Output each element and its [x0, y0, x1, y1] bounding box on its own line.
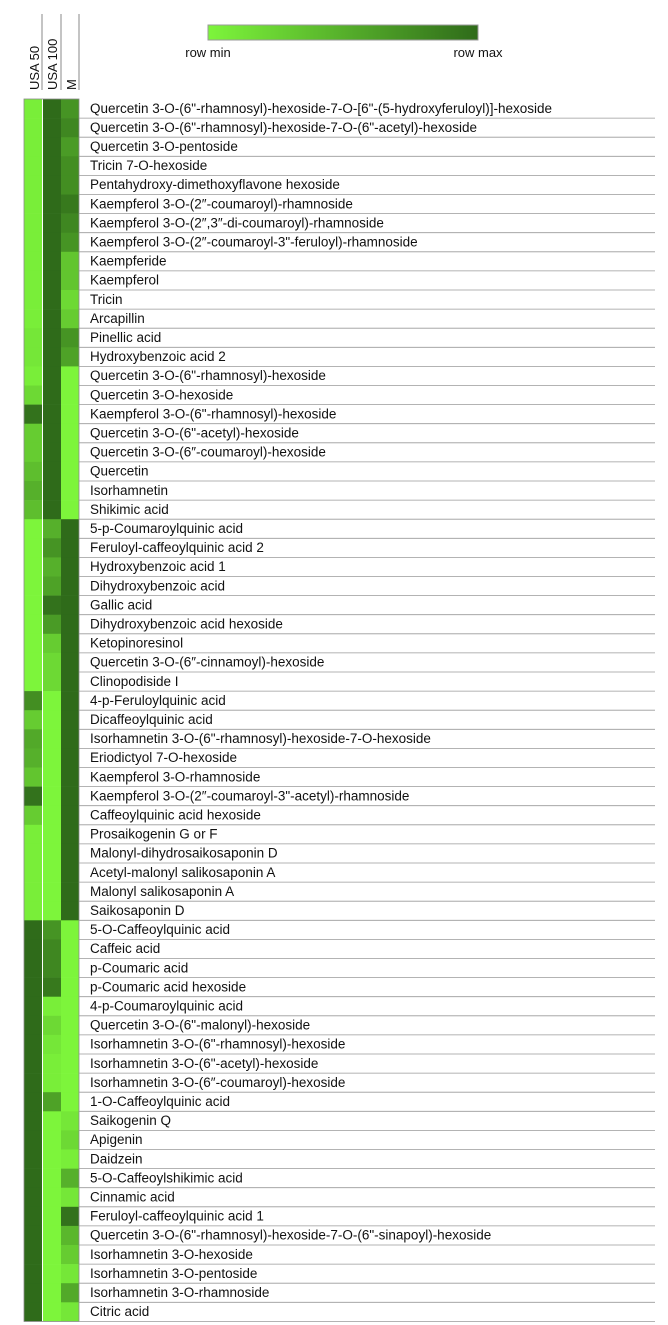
heatmap-cell — [24, 118, 42, 137]
row-label: Kaempferol 3-O-(6"-rhamnosyl)-hexoside — [90, 406, 337, 422]
row-label: Clinopodiside I — [90, 673, 179, 689]
heatmap-cell — [43, 175, 61, 194]
heatmap-cell — [24, 863, 42, 882]
heatmap-cell — [24, 691, 42, 710]
heatmap-cell — [61, 844, 79, 863]
heatmap-cell — [61, 1073, 79, 1092]
row-label: Daidzein — [90, 1151, 143, 1167]
heatmap-cell — [24, 577, 42, 596]
heatmap-cell — [61, 290, 79, 309]
heatmap-cell — [43, 806, 61, 825]
heatmap-cell — [43, 939, 61, 958]
heatmap-cell — [24, 882, 42, 901]
heatmap-cell — [61, 538, 79, 557]
heatmap-cell — [24, 557, 42, 576]
heatmap-cell — [43, 1302, 61, 1321]
heatmap-cell — [61, 1092, 79, 1111]
row-label: Gallic acid — [90, 597, 153, 613]
heatmap-cell — [43, 1130, 61, 1149]
heatmap-cell — [43, 309, 61, 328]
row-label: Kaempferol 3-O-(2″-coumaroyl)-rhamnoside — [90, 196, 353, 212]
row-label: Quercetin 3-O-pentoside — [90, 138, 238, 154]
heatmap-cell — [61, 175, 79, 194]
row-label: Isorhamnetin 3-O-pentoside — [90, 1265, 258, 1281]
heatmap-cell — [43, 825, 61, 844]
heatmap-cell — [61, 271, 79, 290]
row-label: Quercetin 3-O-(6"-malonyl)-hexoside — [90, 1017, 311, 1033]
heatmap-cell — [24, 500, 42, 519]
heatmap-cell — [24, 672, 42, 691]
heatmap-cell — [61, 347, 79, 366]
heatmap-cell — [61, 1111, 79, 1130]
heatmap-cell — [24, 1245, 42, 1264]
heatmap-cell — [24, 901, 42, 920]
heatmap-cell — [61, 462, 79, 481]
heatmap-cell — [61, 882, 79, 901]
row-label: Kaempferol — [90, 272, 160, 288]
heatmap-cell — [43, 519, 61, 538]
heatmap-cell — [61, 901, 79, 920]
heatmap-cell — [24, 1207, 42, 1226]
heatmap-cell — [61, 252, 79, 271]
heatmap-cell — [24, 443, 42, 462]
heatmap-cell — [61, 366, 79, 385]
heatmap-cell — [43, 901, 61, 920]
row-label: Citric acid — [90, 1304, 150, 1320]
heatmap-cell — [24, 405, 42, 424]
heatmap-cell — [61, 1169, 79, 1188]
heatmap-cell — [24, 309, 42, 328]
heatmap-cell — [24, 825, 42, 844]
row-label: 5-p-Coumaroylquinic acid — [90, 520, 244, 536]
row-label: Saikogenin Q — [90, 1113, 172, 1129]
heatmap-cell — [24, 137, 42, 156]
heatmap-cell — [43, 462, 61, 481]
row-label: 4-p-Feruloylquinic acid — [90, 692, 226, 708]
heatmap-cell — [61, 519, 79, 538]
heatmap-cell — [43, 748, 61, 767]
heatmap-cell — [61, 195, 79, 214]
heatmap-cell — [43, 557, 61, 576]
row-label: 5-O-Caffeoylshikimic acid — [90, 1170, 243, 1186]
heatmap-cell — [61, 481, 79, 500]
row-label: Ketopinoresinol — [90, 635, 184, 651]
row-label: Hydroxybenzoic acid 1 — [90, 559, 226, 575]
heatmap-cell — [24, 271, 42, 290]
heatmap-cell — [43, 214, 61, 233]
row-label: Isorhamnetin 3-O-hexoside — [90, 1246, 253, 1262]
heatmap-cell — [61, 328, 79, 347]
color-legend — [185, 25, 503, 60]
heatmap-cell — [43, 615, 61, 634]
heatmap-cells — [24, 99, 79, 1322]
heatmap-cell — [24, 768, 42, 787]
heatmap-cell — [43, 424, 61, 443]
heatmap-cell — [61, 118, 79, 137]
row-label: Quercetin 3-O-(6″-cinnamoyl)-hexoside — [90, 654, 325, 670]
row-label: Dihydroxybenzoic acid hexoside — [90, 616, 283, 632]
heatmap-cell — [24, 366, 42, 385]
heatmap-cell — [24, 615, 42, 634]
heatmap-cell — [24, 462, 42, 481]
heatmap-cell — [61, 1054, 79, 1073]
heatmap-cell — [24, 939, 42, 958]
heatmap-cell — [24, 156, 42, 175]
row-label: p-Coumaric acid hexoside — [90, 979, 247, 995]
heatmap-cell — [61, 1245, 79, 1264]
heatmap-cell — [43, 672, 61, 691]
heatmap-cell — [61, 997, 79, 1016]
row-label: Quercetin 3-O-(6″-coumaroyl)-hexoside — [90, 444, 326, 460]
heatmap-cell — [43, 347, 61, 366]
row-label: Caffeic acid — [90, 941, 161, 957]
row-label: Dicaffeoylquinic acid — [90, 711, 213, 727]
heatmap-cell — [43, 1188, 61, 1207]
heatmap-cell — [43, 844, 61, 863]
heatmap-cell — [24, 1092, 42, 1111]
heatmap-cell — [24, 1130, 42, 1149]
heatmap-cell — [43, 959, 61, 978]
row-label: Eriodictyol 7-O-hexoside — [90, 750, 238, 766]
heatmap-cell — [43, 978, 61, 997]
heatmap-cell — [43, 1226, 61, 1245]
heatmap-cell — [24, 347, 42, 366]
legend-gradient-bar — [208, 25, 478, 40]
row-label: Arcapillin — [90, 310, 145, 326]
column-header-m: M — [64, 79, 79, 90]
row-label: Pinellic acid — [90, 329, 162, 345]
heatmap-cell — [43, 653, 61, 672]
heatmap-cell — [24, 195, 42, 214]
row-label: Quercetin 3-O-(6"-rhamnosyl)-hexoside-7-O-[6"-(5-hydroxyferuloyl)]-hexoside — [90, 100, 552, 116]
heatmap-cell — [24, 1035, 42, 1054]
heatmap-cell — [24, 806, 42, 825]
heatmap-cell — [61, 691, 79, 710]
row-label: Acetyl-malonyl salikosaponin A — [90, 864, 276, 880]
heatmap-cell — [43, 1035, 61, 1054]
heatmap-cell — [24, 1073, 42, 1092]
heatmap-cell — [43, 863, 61, 882]
column-header-usa-50: USA 50 — [27, 45, 42, 90]
heatmap-cell — [43, 1073, 61, 1092]
heatmap-cell — [61, 405, 79, 424]
row-label: Feruloyl-caffeoylquinic acid 1 — [90, 1208, 264, 1224]
heatmap-cell — [43, 577, 61, 596]
heatmap-cell — [61, 99, 79, 118]
heatmap-cell — [61, 787, 79, 806]
row-label: 5-O-Caffeoylquinic acid — [90, 922, 231, 938]
heatmap-cell — [43, 691, 61, 710]
heatmap-cell — [61, 1226, 79, 1245]
heatmap-cell — [61, 806, 79, 825]
heatmap-cell — [43, 729, 61, 748]
heatmap-cell — [61, 729, 79, 748]
heatmap-cell — [43, 997, 61, 1016]
heatmap-cell — [43, 156, 61, 175]
heatmap-cell — [43, 252, 61, 271]
heatmap-cell — [61, 1150, 79, 1169]
heatmap-cell — [43, 1054, 61, 1073]
heatmap-cell — [43, 1264, 61, 1283]
heatmap-cell — [24, 748, 42, 767]
row-label: Quercetin 3-O-(6"-rhamnosyl)-hexoside-7-O-(6"-sinapoyl)-hexoside — [90, 1227, 492, 1243]
row-label: Quercetin 3-O-hexoside — [90, 387, 234, 403]
heatmap-cell — [61, 920, 79, 939]
heatmap-cell — [24, 214, 42, 233]
heatmap-cell — [43, 1245, 61, 1264]
heatmap-cell — [43, 1283, 61, 1302]
heatmap-cell — [24, 1226, 42, 1245]
heatmap-cell — [61, 1188, 79, 1207]
heatmap-cell — [61, 214, 79, 233]
heatmap-cell — [43, 233, 61, 252]
row-label: Dihydroxybenzoic acid — [90, 578, 226, 594]
heatmap-cell — [24, 978, 42, 997]
heatmap-cell — [61, 939, 79, 958]
row-label: Isorhamnetin 3-O-(6"-rhamnosyl)-hexoside — [90, 1036, 346, 1052]
legend-max-label: row max — [453, 45, 503, 60]
row-label: Quercetin 3-O-(6"-rhamnosyl)-hexoside-7-O-(6"-acetyl)-hexoside — [90, 119, 477, 135]
row-label: 1-O-Caffeoylquinic acid — [90, 1093, 231, 1109]
row-label: Apigenin — [90, 1132, 143, 1148]
heatmap-cell — [43, 195, 61, 214]
row-label: Cinnamic acid — [90, 1189, 175, 1205]
heatmap-cell — [24, 233, 42, 252]
heatmap-cell — [43, 328, 61, 347]
heatmap-cell — [43, 538, 61, 557]
heatmap-cell — [24, 99, 42, 118]
heatmap-cell — [43, 1207, 61, 1226]
heatmap-cell — [24, 1111, 42, 1130]
row-label: Tricin 7-O-hexoside — [90, 158, 208, 174]
heatmap-cell — [24, 328, 42, 347]
heatmap-cell — [43, 787, 61, 806]
heatmap-cell — [61, 710, 79, 729]
row-label: Isorhamnetin 3-O-(6"-rhamnosyl)-hexoside-7-O-hexoside — [90, 731, 431, 747]
heatmap-cell — [61, 1035, 79, 1054]
heatmap-cell — [43, 271, 61, 290]
row-label: Quercetin — [90, 463, 149, 479]
heatmap-cell — [43, 920, 61, 939]
heatmap-cell — [24, 1150, 42, 1169]
heatmap-cell — [24, 290, 42, 309]
legend-min-label: row min — [185, 45, 231, 60]
heatmap-cell — [24, 386, 42, 405]
heatmap-cell — [43, 481, 61, 500]
heatmap-cell — [24, 959, 42, 978]
heatmap-cell — [43, 443, 61, 462]
heatmap-cell — [24, 596, 42, 615]
heatmap-cell — [43, 596, 61, 615]
heatmap-cell — [43, 768, 61, 787]
row-label: Hydroxybenzoic acid 2 — [90, 349, 226, 365]
row-label: Kaempferol 3-O-(2″-coumaroyl-3"-acetyl)-rhamnoside — [90, 788, 410, 804]
heatmap-cell — [61, 577, 79, 596]
row-label: Feruloyl-caffeoylquinic acid 2 — [90, 540, 264, 556]
row-label: Caffeoylquinic acid hexoside — [90, 807, 261, 823]
column-header-usa-100: USA 100 — [45, 38, 60, 90]
heatmap-cell — [61, 863, 79, 882]
heatmap-cell — [43, 634, 61, 653]
heatmap-cell — [43, 290, 61, 309]
row-label: Isorhamnetin — [90, 482, 169, 498]
heatmap-cell — [43, 1150, 61, 1169]
heatmap-cell — [24, 997, 42, 1016]
row-label: Quercetin 3-O-(6"-rhamnosyl)-hexoside — [90, 368, 326, 384]
heatmap-cell — [24, 252, 42, 271]
heatmap-cell — [43, 386, 61, 405]
heatmap-cell — [43, 710, 61, 729]
heatmap-cell — [24, 787, 42, 806]
heatmap-cell — [24, 1016, 42, 1035]
row-label: Kaempferol 3-O-rhamnoside — [90, 769, 261, 785]
heatmap-cell — [61, 309, 79, 328]
heatmap-cell — [61, 386, 79, 405]
heatmap-cell — [61, 424, 79, 443]
row-label: Saikosaponin D — [90, 902, 185, 918]
heatmap-cell — [61, 653, 79, 672]
heatmap-cell — [24, 1283, 42, 1302]
heatmap-cell — [24, 538, 42, 557]
heatmap-cell — [61, 1130, 79, 1149]
heatmap-cell — [43, 118, 61, 137]
row-label: Isorhamnetin 3-O-rhamnoside — [90, 1284, 270, 1300]
row-label: Pentahydroxy-dimethoxyflavone hexoside — [90, 177, 340, 193]
heatmap-cell — [43, 882, 61, 901]
row-label: Tricin — [90, 291, 123, 307]
heatmap-cell — [61, 156, 79, 175]
row-label: Isorhamnetin 3-O-(6"-acetyl)-hexoside — [90, 1055, 319, 1071]
heatmap-cell — [43, 1016, 61, 1035]
heatmap-cell — [61, 634, 79, 653]
heatmap-cell — [61, 443, 79, 462]
heatmap-cell — [61, 1302, 79, 1321]
heatmap-cell — [43, 137, 61, 156]
row-label: Kaempferide — [90, 253, 167, 269]
heatmap-cell — [61, 233, 79, 252]
column-headers — [27, 14, 79, 90]
heatmap-cell — [43, 99, 61, 118]
heatmap-cell — [24, 920, 42, 939]
row-label: Shikimic acid — [90, 501, 169, 517]
heatmap-cell — [24, 1264, 42, 1283]
heatmap-cell — [24, 1169, 42, 1188]
row-label: p-Coumaric acid — [90, 960, 189, 976]
row-label: Kaempferol 3-O-(2″-coumaroyl-3"-feruloyl)-rhamnoside — [90, 234, 418, 250]
heatmap-cell — [24, 519, 42, 538]
heatmap-cell — [24, 1302, 42, 1321]
heatmap-cell — [61, 615, 79, 634]
row-label: Quercetin 3-O-(6"-acetyl)-hexoside — [90, 425, 299, 441]
row-label: Malonyl-dihydrosaikosaponin D — [90, 845, 278, 861]
heatmap-cell — [24, 1054, 42, 1073]
heatmap-cell — [43, 500, 61, 519]
row-label: Prosaikogenin G or F — [90, 826, 218, 842]
heatmap-cell — [43, 405, 61, 424]
heatmap-cell — [61, 825, 79, 844]
heatmap-cell — [24, 481, 42, 500]
heatmap-cell — [61, 959, 79, 978]
heatmap-cell — [61, 1207, 79, 1226]
heatmap-cell — [24, 634, 42, 653]
row-label: Malonyl salikosaponin A — [90, 883, 235, 899]
heatmap-cell — [61, 596, 79, 615]
heatmap-cell — [24, 710, 42, 729]
heatmap-cell — [24, 653, 42, 672]
heatmap-cell — [61, 1016, 79, 1035]
row-label: 4-p-Coumaroylquinic acid — [90, 998, 244, 1014]
row-label: Kaempferol 3-O-(2″,3″-di-coumaroyl)-rhamnoside — [90, 215, 384, 231]
heatmap-cell — [61, 1283, 79, 1302]
heatmap-cell — [61, 768, 79, 787]
heatmap-cell — [61, 978, 79, 997]
heatmap-cell — [24, 424, 42, 443]
heatmap-cell — [61, 672, 79, 691]
heatmap-cell — [43, 1169, 61, 1188]
heatmap-cell — [24, 1188, 42, 1207]
heatmap-cell — [61, 500, 79, 519]
heatmap-cell — [61, 557, 79, 576]
heatmap-cell — [61, 748, 79, 767]
heatmap-cell — [24, 175, 42, 194]
heatmap-cell — [24, 729, 42, 748]
row-label: Isorhamnetin 3-O-(6″-coumaroyl)-hexoside — [90, 1074, 346, 1090]
heatmap-cell — [43, 1092, 61, 1111]
heatmap-cell — [43, 366, 61, 385]
heatmap-cell — [61, 1264, 79, 1283]
heatmap-cell — [61, 137, 79, 156]
heatmap-cell — [43, 1111, 61, 1130]
heatmap-cell — [24, 844, 42, 863]
